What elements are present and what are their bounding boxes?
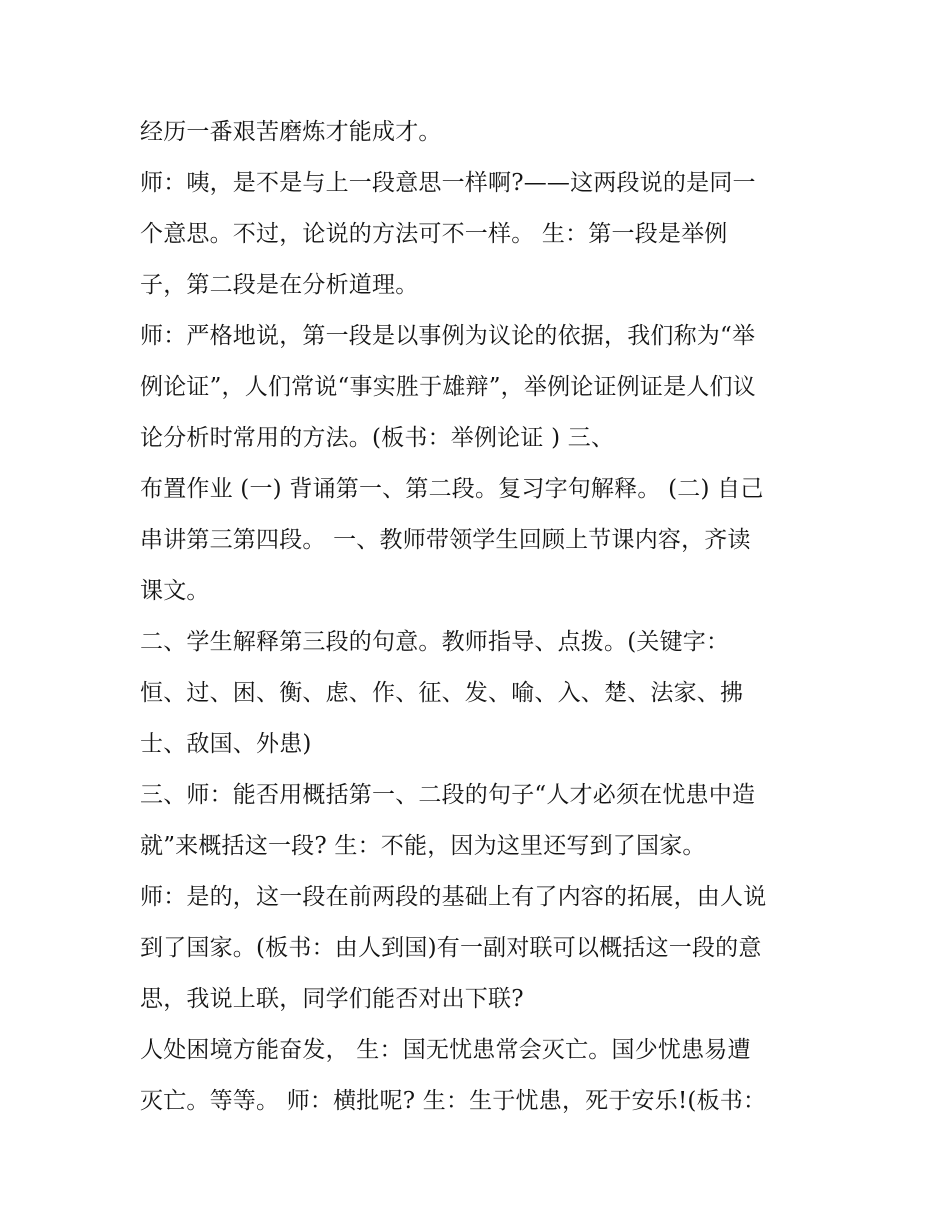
text-line: 师：咦，是不是与上一段意思一样啊?——这两段说的是同一 [140,170,756,196]
text-line: 布置作业 (一) 背诵第一、第二段。复习字句解释。 (二) 自己 [140,476,764,502]
text-line: 到了国家。(板书：由人到国)有一副对联可以概括这一段的意 [140,935,762,961]
text-line: 恒、过、困、衡、虑、作、征、发、喻、入、楚、法家、拂 [140,680,744,706]
text-line: 思，我说上联，同学们能否对出下联? [140,986,524,1012]
text-line: 子，第二段是在分析道理。 [140,272,419,298]
text-line: 课文。 [140,578,210,604]
text-line: 串讲第三第四段。 一、教师带领学生回顾上节课内容，齐读 [140,527,751,553]
text-line: 就”来概括这一段? 生：不能，因为这里还写到了国家。 [140,833,706,859]
text-line: 人处困境方能奋发， 生：国无忧患常会灭亡。国少忧患易遭 [140,1037,751,1063]
text-line: 例论证”，人们常说“事实胜于雄辩”，举例论证例证是人们议 [140,374,756,400]
text-line: 师：严格地说，第一段是以事例为议论的依据，我们称为“举 [140,323,756,349]
text-line: 士、敌国、外患) [140,731,312,757]
text-line: 个意思。不过，论说的方法可不一样。 生：第一段是举例 [140,221,728,247]
text-line: 师：是的，这一段在前两段的基础上有了内容的拓展，由人说 [140,884,767,910]
text-line: 灭亡。等等。 师：横批呢? 生：生于忧患，死于安乐!(板书： [140,1088,767,1114]
text-line: 论分析时常用的方法。(板书：举例论证 ) 三、 [140,425,615,451]
document-body [140,107,830,1127]
text-line: 三、师：能否用概括第一、二段的句子“人才必须在忧患中造 [140,782,756,808]
text-line: 经历一番艰苦磨炼才能成才。 [140,119,442,145]
text-line: 二、学生解释第三段的句意。教师指导、点拨。(关键字： [140,629,730,655]
